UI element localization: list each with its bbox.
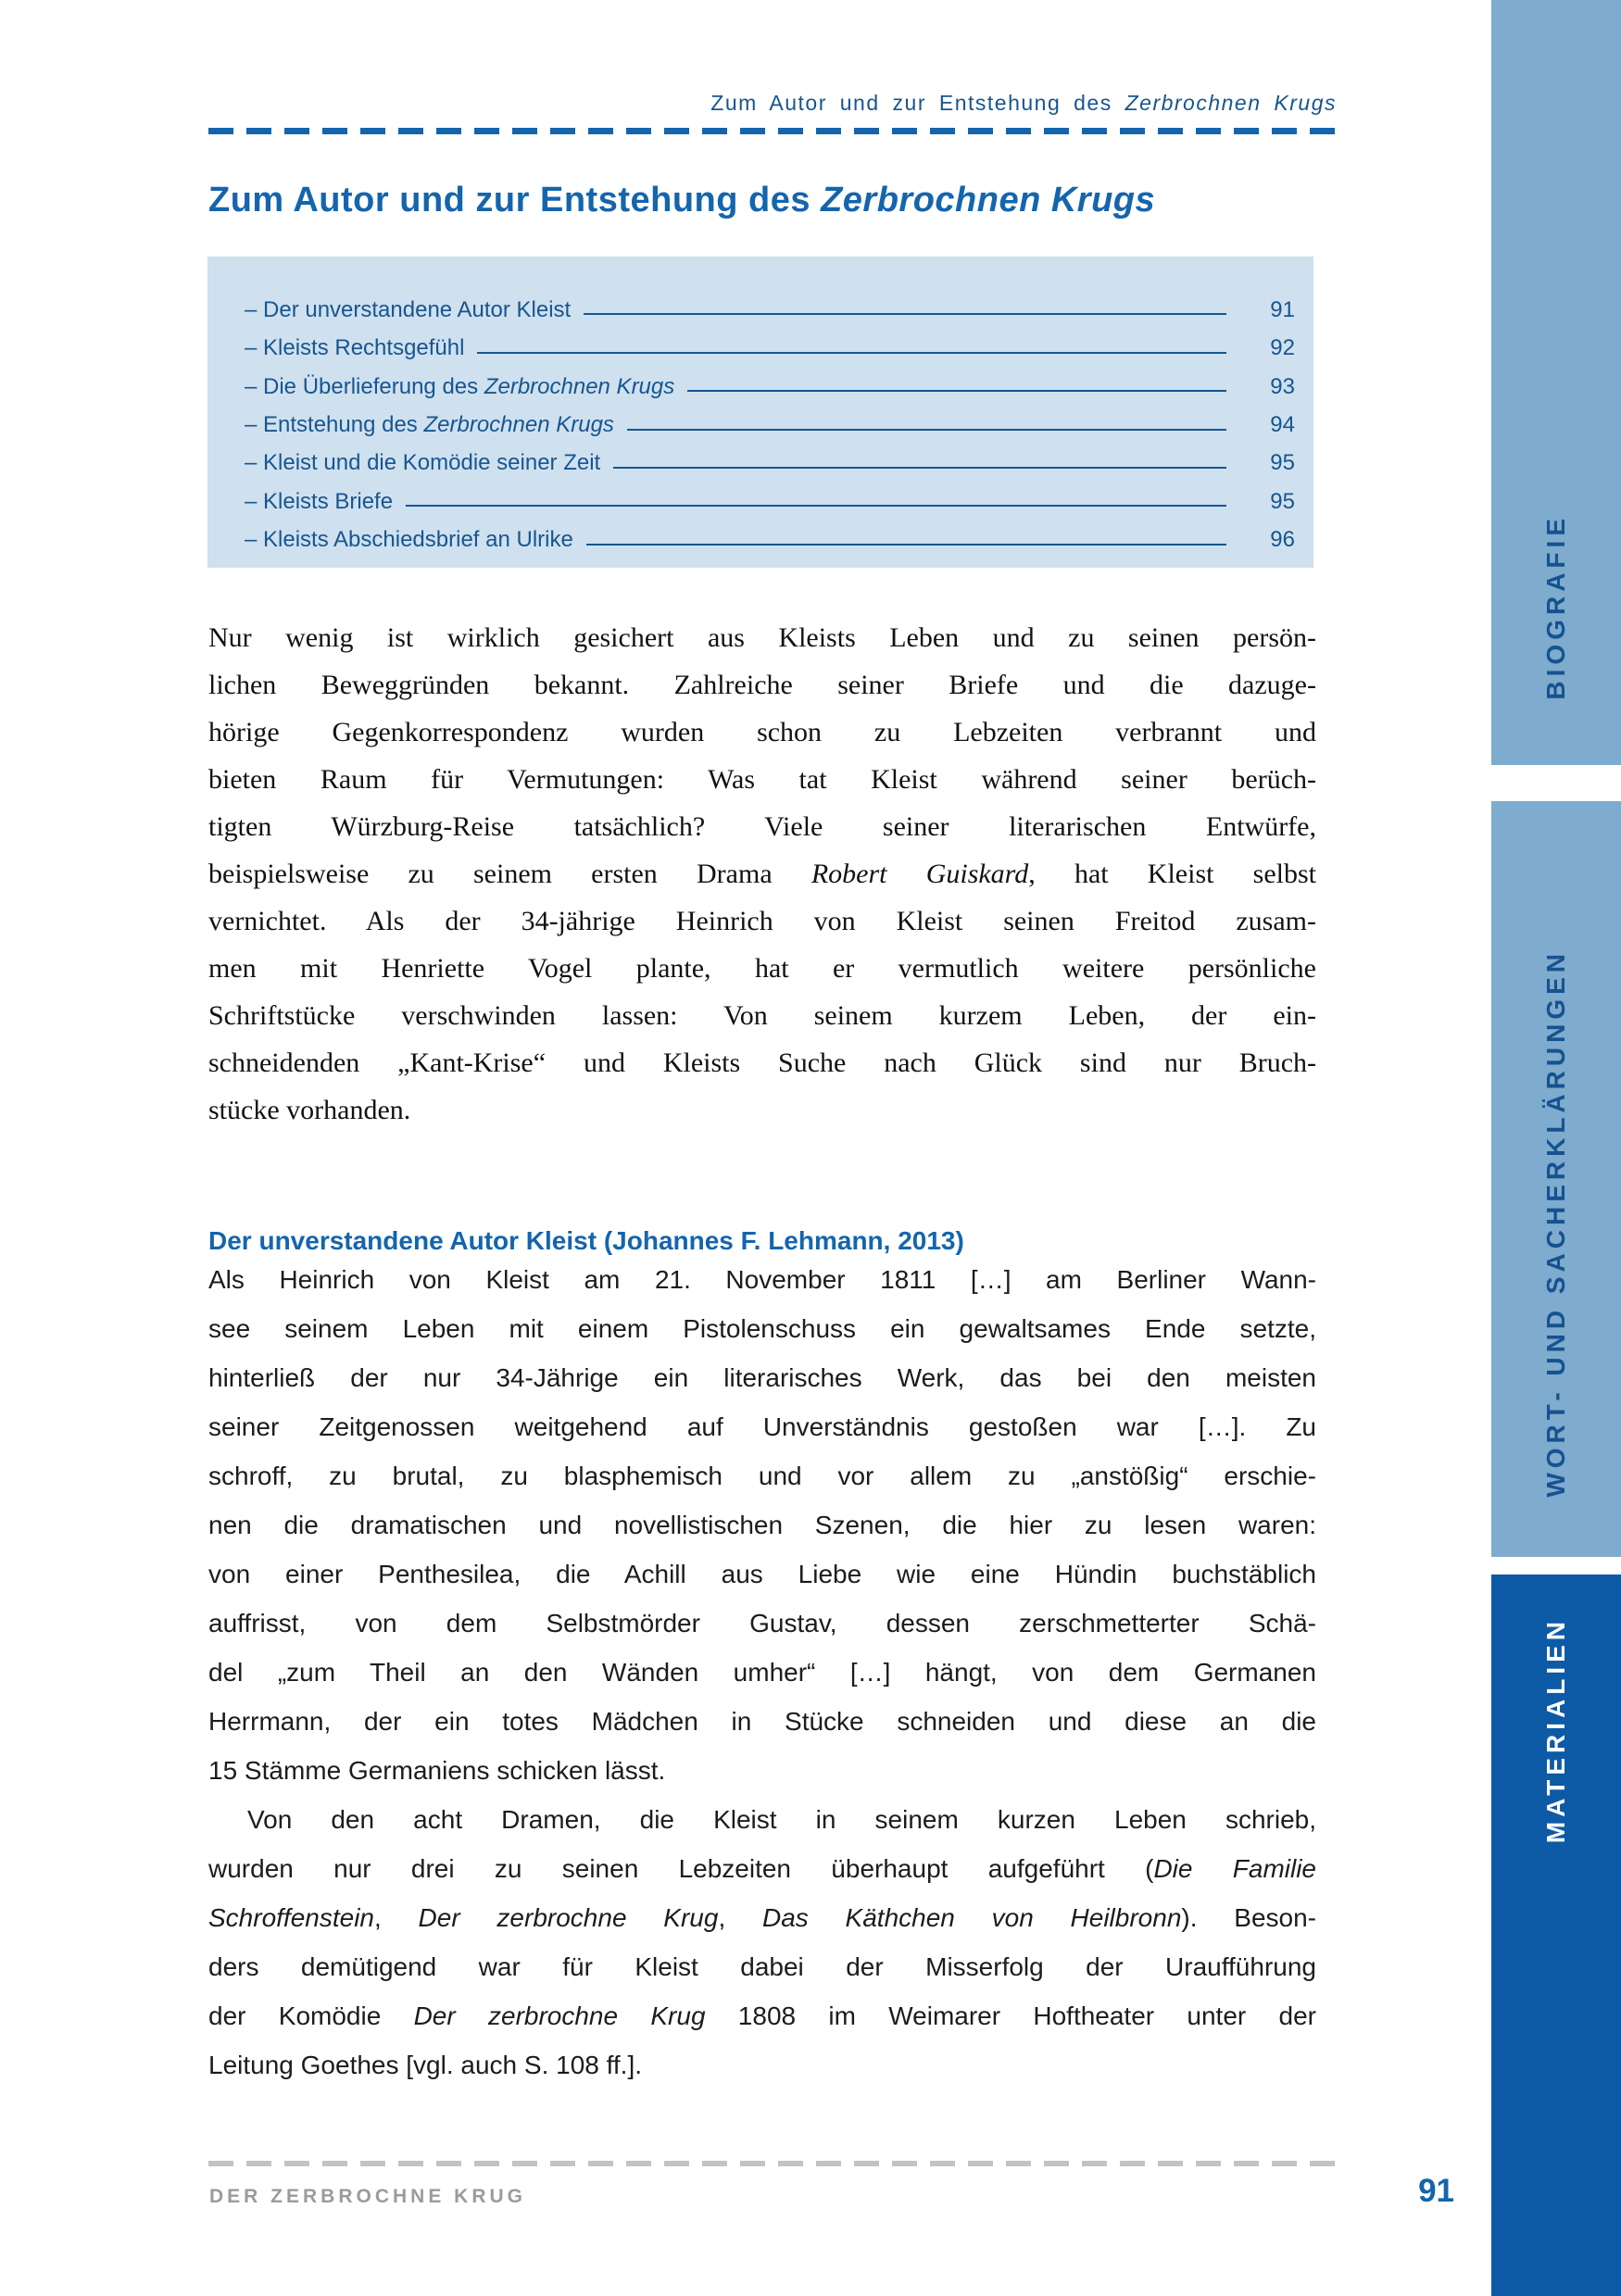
text-segment: – Der unverstandene Autor Kleist bbox=[245, 296, 572, 322]
text-segment: Nur wenig ist wirklich gesichert aus Kleists Leben und zu seinen persön- bbox=[208, 622, 1316, 653]
text-segment: 15 Stämme Germaniens schicken lässt. bbox=[208, 1756, 666, 1785]
text-segment: schneidenden „Kant-Krise“ und Kleists Suche nach Glück sind nur Bruch- bbox=[208, 1048, 1316, 1078]
toc-page-number: 95 bbox=[1270, 488, 1295, 514]
sidebar-tab-label: WORT- UND SACHERKLÄRUNGEN bbox=[1541, 949, 1570, 1498]
section-heading: Der unverstandene Autor Kleist (Johannes F. Lehmann, 2013) bbox=[208, 1226, 964, 1256]
text-segment: ). Beson- bbox=[1181, 1903, 1316, 1932]
text-segment: Das Käthchen von Heilbronn bbox=[761, 1903, 1182, 1932]
text-segment: tigten Würzburg-Reise tatsächlich? Viele seiner literarischen Entwürfe, bbox=[208, 811, 1316, 842]
paragraph-line bbox=[208, 850, 1316, 897]
text-segment: – Die Überlieferung des bbox=[245, 373, 484, 399]
sidebar-tab-biografie bbox=[1491, 0, 1621, 765]
text-segment: auffrisst, von dem Selbstmörder Gustav, dessen zerschmetterter Schä- bbox=[208, 1609, 1316, 1637]
text-segment: der Komödie bbox=[208, 2001, 414, 2030]
text-segment: – Kleist und die Komödie seiner Zeit bbox=[245, 450, 601, 476]
toc-leader-line bbox=[586, 544, 1226, 546]
toc-row bbox=[245, 361, 1295, 399]
text-segment: Zerbrochnen Krugs bbox=[484, 373, 675, 399]
sidebar-tab-materialien bbox=[1491, 1575, 1621, 2296]
text-segment: Zum Autor und zur Entstehung des bbox=[208, 181, 822, 220]
running-header bbox=[208, 91, 1337, 115]
toc-row bbox=[245, 284, 1295, 322]
paragraph-line bbox=[208, 803, 1316, 850]
sidebar-tab-label: MATERIALIEN bbox=[1541, 1617, 1570, 1844]
toc-leader-line bbox=[613, 467, 1226, 469]
text-segment: Von den acht Dramen, die Kleist in seinem kurzen Leben schrieb, bbox=[247, 1805, 1316, 1834]
toc-row bbox=[245, 399, 1295, 437]
paragraph-line bbox=[208, 1991, 1316, 2040]
paragraph-line bbox=[208, 1402, 1316, 1451]
toc-row bbox=[245, 476, 1295, 514]
paragraph-line bbox=[208, 1942, 1316, 1991]
paragraph-line bbox=[208, 945, 1316, 992]
paragraph-line bbox=[208, 1648, 1316, 1697]
paragraph-line bbox=[208, 1893, 1316, 1942]
paragraph-line bbox=[208, 1500, 1316, 1549]
text-segment: Zerbrochnen Krugs bbox=[1125, 91, 1337, 115]
text-segment: nen die dramatischen und novellistischen Szenen, die hier zu lesen waren: bbox=[208, 1511, 1316, 1539]
text-segment: – Entstehung des bbox=[245, 411, 424, 437]
toc-label bbox=[245, 335, 464, 361]
toc-box bbox=[207, 257, 1313, 568]
toc-page-number: 95 bbox=[1270, 450, 1295, 476]
text-segment: hörige Gegenkorrespondenz wurden schon zu Lebzeiten verbrannt und bbox=[208, 717, 1316, 747]
toc-page-number: 96 bbox=[1270, 527, 1295, 553]
sidebar-tab-wort-und-sacherklaerungen bbox=[1491, 801, 1621, 1557]
footer-book-title: DER ZERBROCHNE KRUG bbox=[209, 2186, 527, 2207]
text-segment: del „zum Theil an den Wänden umher“ […] hängt, von dem Germanen bbox=[208, 1658, 1316, 1687]
paragraph-line bbox=[208, 2040, 1316, 2089]
toc-leader-line bbox=[627, 429, 1226, 431]
paragraph-line bbox=[208, 1746, 1316, 1795]
text-segment: beispielsweise zu seinem ersten Drama bbox=[208, 859, 811, 889]
body-paragraph-1 bbox=[208, 1255, 1316, 1795]
toc-label bbox=[245, 450, 600, 476]
text-segment: Die Familie bbox=[1153, 1854, 1316, 1883]
toc-label bbox=[245, 489, 393, 515]
text-segment: , bbox=[374, 1903, 419, 1932]
toc-row bbox=[245, 322, 1295, 360]
paragraph-line bbox=[208, 709, 1316, 756]
paragraph-line bbox=[208, 1795, 1316, 1844]
toc-page-number: 91 bbox=[1270, 296, 1295, 322]
sidebar-tab-label: BIOGRAFIE bbox=[1541, 514, 1570, 700]
text-segment: men mit Henriette Vogel plante, hat er vermutlich weitere persönliche bbox=[208, 953, 1316, 984]
text-segment: Der zerbrochne Krug bbox=[413, 2001, 706, 2030]
toc-leader-line bbox=[584, 313, 1226, 315]
paragraph-line bbox=[208, 1697, 1316, 1746]
text-segment: , hat Kleist selbst bbox=[1028, 859, 1316, 889]
paragraph-line bbox=[208, 1255, 1316, 1304]
text-segment: Zum Autor und zur Entstehung des bbox=[710, 91, 1125, 115]
header-dashed-rule bbox=[208, 128, 1338, 134]
paragraph-line bbox=[208, 756, 1316, 803]
paragraph-line bbox=[208, 1451, 1316, 1500]
text-segment: stücke vorhanden. bbox=[208, 1095, 411, 1125]
text-segment: von einer Penthesilea, die Achill aus Liebe wie eine Hündin buchstäblich bbox=[208, 1560, 1316, 1588]
text-segment: – Kleists Rechtsgefühl bbox=[245, 335, 465, 361]
paragraph-line bbox=[208, 992, 1316, 1039]
toc-label bbox=[245, 374, 674, 400]
page-title bbox=[208, 181, 1338, 220]
toc-page-number: 94 bbox=[1270, 411, 1295, 437]
text-segment: – Kleists Abschiedsbrief an Ulrike bbox=[245, 527, 573, 553]
text-segment: ders demütigend war für Kleist dabei der Misserfolg der Uraufführung bbox=[208, 1952, 1316, 1981]
paragraph-line bbox=[208, 614, 1316, 661]
text-segment: , bbox=[718, 1903, 762, 1932]
paragraph-line bbox=[208, 1086, 1316, 1134]
text-segment: Zerbrochnen Krugs bbox=[821, 181, 1156, 220]
paragraph-line bbox=[208, 1353, 1316, 1402]
text-segment: Leitung Goethes [vgl. auch S. 108 ff.]. bbox=[208, 2051, 643, 2079]
body-paragraph-2 bbox=[208, 1795, 1316, 2089]
text-segment: vernichtet. Als der 34-jährige Heinrich von Kleist seinen Freitod zusam- bbox=[208, 906, 1316, 936]
text-segment: hinterließ der nur 34-Jährige ein literarisches Werk, das bei den meisten bbox=[208, 1363, 1316, 1392]
text-segment: – Kleists Briefe bbox=[245, 488, 394, 514]
text-segment: Als Heinrich von Kleist am 21. November 1811 […] am Berliner Wann- bbox=[208, 1265, 1316, 1294]
text-segment: 1808 im Weimarer Hoftheater unter der bbox=[705, 2001, 1316, 2030]
toc-row bbox=[245, 438, 1295, 476]
toc-label bbox=[245, 527, 573, 553]
toc-row bbox=[245, 514, 1295, 552]
text-segment: bieten Raum für Vermutungen: Was tat Kleist während seiner berüch- bbox=[208, 764, 1316, 795]
toc-leader-line bbox=[406, 505, 1226, 507]
toc-page-number: 93 bbox=[1270, 373, 1295, 399]
text-segment: Zerbrochnen Krugs bbox=[423, 411, 614, 437]
text-segment: Schroffenstein bbox=[208, 1903, 374, 1932]
page-number: 91 bbox=[1418, 2173, 1454, 2209]
toc-leader-line bbox=[477, 352, 1226, 354]
text-segment: lichen Beweggründen bekannt. Zahlreiche seiner Briefe und die dazuge- bbox=[208, 670, 1316, 700]
paragraph-line bbox=[208, 1599, 1316, 1648]
paragraph-line bbox=[208, 1844, 1316, 1893]
toc-page-number: 92 bbox=[1270, 335, 1295, 361]
toc-label bbox=[245, 412, 614, 438]
text-segment: schroff, zu brutal, zu blasphemisch und vor allem zu „anstößig“ erschie- bbox=[208, 1462, 1316, 1490]
text-segment: wurden nur drei zu seinen Lebzeiten überhaupt aufgeführt ( bbox=[208, 1854, 1154, 1883]
text-segment: Der zerbrochne Krug bbox=[418, 1903, 719, 1932]
text-segment: Robert Guiskard bbox=[810, 859, 1029, 889]
text-segment: Herrmann, der ein totes Mädchen in Stücke schneiden und diese an die bbox=[208, 1707, 1316, 1736]
paragraph-line bbox=[208, 1039, 1316, 1086]
paragraph-line bbox=[208, 897, 1316, 945]
intro-paragraph bbox=[208, 614, 1316, 1134]
paragraph-line bbox=[208, 1549, 1316, 1599]
text-segment: seiner Zeitgenossen weitgehend auf Unverständnis gestoßen war […]. Zu bbox=[208, 1412, 1316, 1441]
paragraph-line bbox=[208, 661, 1316, 709]
text-segment: Schriftstücke verschwinden lassen: Von seinem kurzem Leben, der ein- bbox=[208, 1000, 1316, 1031]
footer-dashed-rule bbox=[208, 2161, 1338, 2166]
toc-leader-line bbox=[687, 390, 1226, 392]
paragraph-line bbox=[208, 1304, 1316, 1353]
text-segment: see seinem Leben mit einem Pistolenschuss ein gewaltsames Ende setzte, bbox=[208, 1314, 1316, 1343]
toc-label bbox=[245, 297, 571, 323]
